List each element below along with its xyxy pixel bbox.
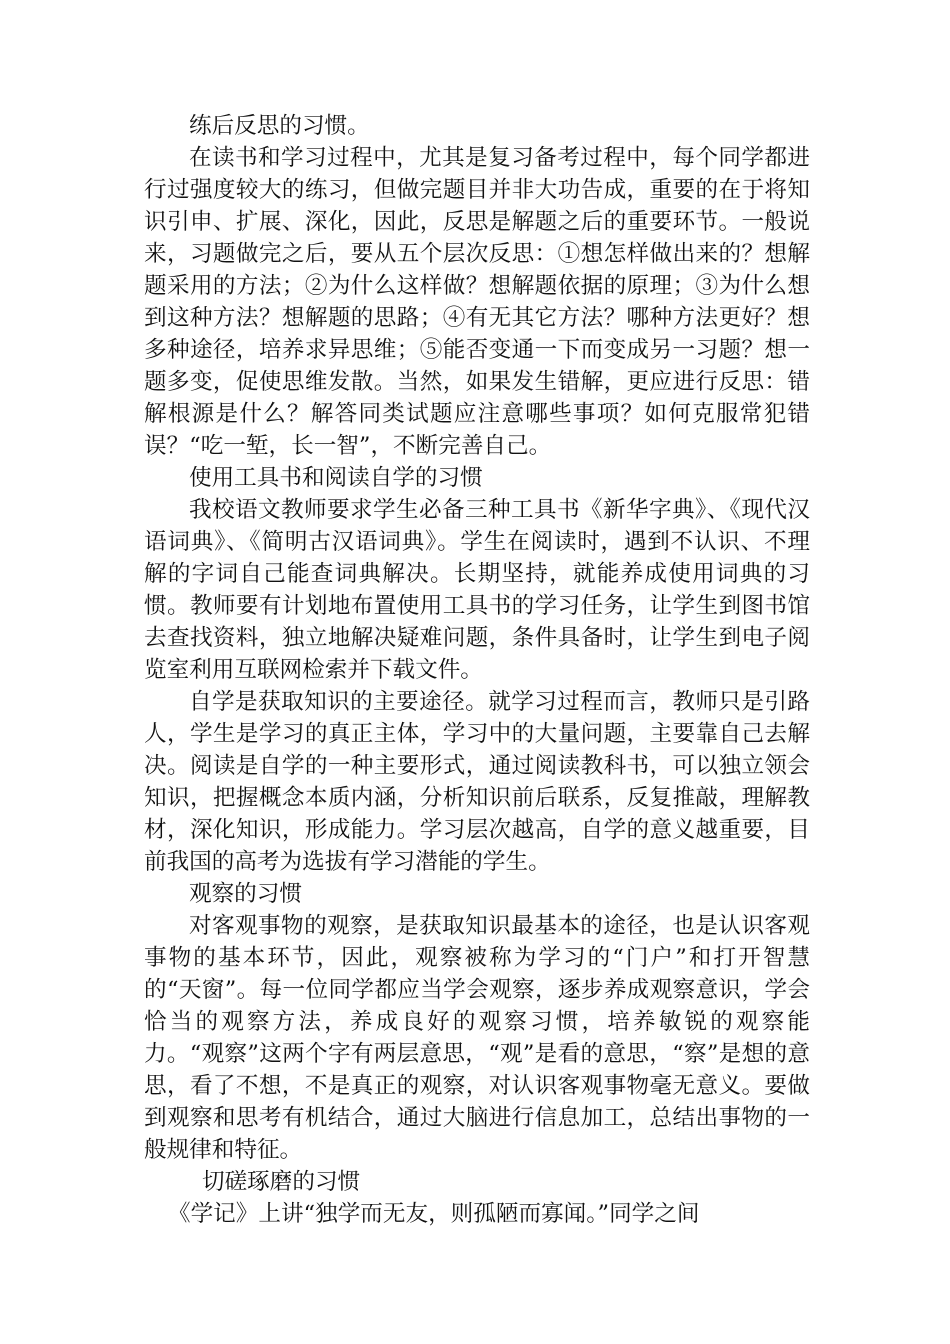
section-heading-discussion: 切磋琢磨的习惯 [202,1169,361,1195]
section-heading-reference-books: 使用工具书和阅读自学的习惯 [189,465,483,491]
document-page [144,110,810,1230]
paragraph-reference-books: 我校语文教师要求学生必备三种工具书《新华字典》、《现代汉语词典》、《简明古汉语词典》。学生在阅读时，遇到不认识、不理解的字词自己能查词典解决。长期坚持，就能养成使用词典的习惯。教师要有计划地布置使用工具书的学习任务，让学生到图书馆去查找资料，独立地解决疑难问题，条件具备时，让学生到电子阅览室利用互联网检索并下载文件。 [144,497,810,683]
section-heading-observation: 观察的习惯 [189,881,302,907]
paragraph-observation: 对客观事物的观察，是获取知识最基本的途径，也是认识客观事物的基本环节，因此，观察被称为学习的“门户”和打开智慧的“天窗”。每一位同学都应当学会观察，逐步养成观察意识，学会恰当的观察方法，养成良好的观察习惯，培养敏锐的观察能力。“观察”这两个字有两层意思，“观”是看的意思，“察”是想的意思，看了不想，不是真正的观察，对认识客观事物毫无意义。要做到观察和思考有机结合，通过大脑进行信息加工，总结出事物的一般规律和特征。 [144,913,810,1163]
paragraph-self-study: 自学是获取知识的主要途径。就学习过程而言，教师只是引路人，学生是学习的真正主体，学习中的大量问题，主要靠自己去解决。阅读是自学的一种主要形式，通过阅读教科书，可以独立领会知识，把握概念本质内涵，分析知识前后联系，反复推敲，理解教材，深化知识，形成能力。学习层次越高，自学的意义越重要，目前我国的高考为选拔有学习潜能的学生。 [144,689,810,875]
section-heading-reflection: 练后反思的习惯。 [189,113,370,139]
paragraph-reflection: 在读书和学习过程中，尤其是复习备考过程中，每个同学都进行过强度较大的练习，但做完题目并非大功告成，重要的在于将知识引申、扩展、深化，因此，反思是解题之后的重要环节。一般说来，习题做完之后，要从五个层次反思：①想怎样做出来的？想解题采用的方法；②为什么这样做？想解题依据的原理；③为什么想到这种方法？想解题的思路；④有无其它方法？哪种方法更好？想多种途径，培养求异思维；⑤能否变通一下而变成另一习题？想一题多变，促使思维发散。当然，如果发生错解，更应进行反思：错解根源是什么？解答同类试题应注意哪些事项？如何克服常犯错误？“吃一堑，长一智”，不断完善自己。 [144,145,810,459]
paragraph-discussion: 《学记》上讲“独学而无友，则孤陋而寡闻。”同学之间 [168,1201,700,1227]
